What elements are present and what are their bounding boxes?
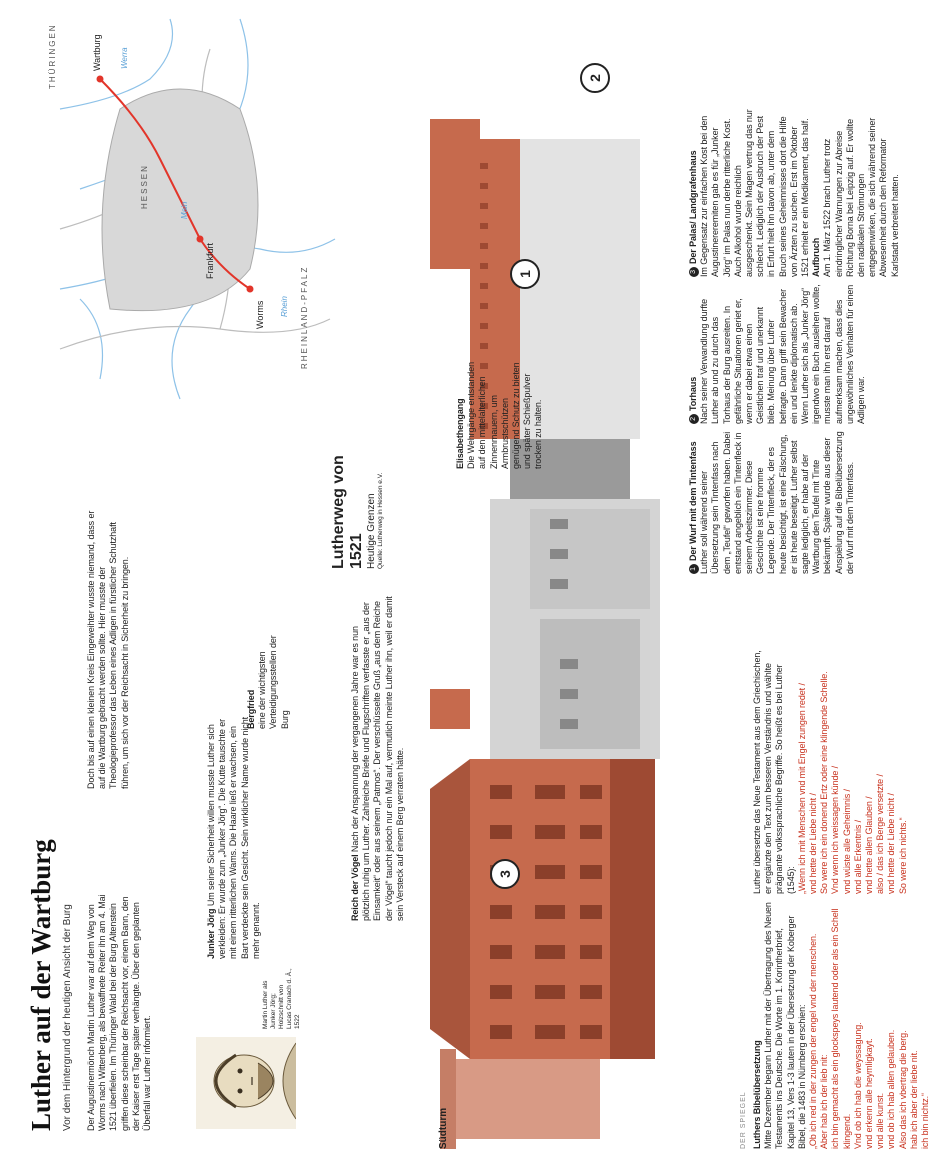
frankfurt-dot (197, 236, 204, 243)
map-subtitle: Heutige Grenzen (366, 493, 377, 569)
bibel-quote-8: hab ich aber der liebe nit. (908, 1050, 919, 1149)
palas-building (430, 759, 655, 1059)
river-rhein: Rhein (280, 296, 289, 317)
wartburg-dot (97, 76, 104, 83)
torhaus-badge: 2 (580, 63, 610, 93)
palas-num: 3 (689, 267, 699, 277)
page-subtitle: Vor dem Hintergrund der heutigen Ansicht der Burg (62, 904, 73, 1131)
wurf-label: Der Wurf mit dem Tintenfass (688, 441, 698, 561)
credit: DER SPIEGEL (740, 1091, 747, 1149)
river-main: Main (180, 201, 189, 219)
suedturm-building (450, 1059, 600, 1139)
portrait-caption: Martin Luther als Junker Jörg; Holzschnitt von Lucas Cranach d. Ä., 1522 (262, 968, 301, 1029)
luther-quote-1: vnd hette der Liebe nicht / (808, 793, 819, 894)
elisabeth-section (455, 359, 545, 469)
luther-quote-3: Vnd wenn ich weissagen künde / (830, 765, 841, 894)
palas-section (688, 109, 901, 277)
wurf-num: 1 (689, 564, 699, 574)
vogel-section (350, 596, 406, 921)
luther-trans-text: Luther übersetzte das Neue Testament aus dem Griechischen, er ergänzte den Text zum besseren Verständnis und wählte prägnante volkssprachliche Begriffe. So heißt es bei Luther (1545): (752, 650, 796, 894)
state-rheinland-pfalz: RHEINLAND-PFALZ (300, 265, 309, 369)
intro-text-2: Doch bis auf einen kleinen Kreis Eingeweihter wusste niemand, dass er auf die Wartburg gebracht werden sollte. Hier musste der Theologieprofessor das Leben eines Adligen in fürstlicher Schutzhaft führen, um sich vor der Reichsacht in Sicherheit zu bringen. (86, 510, 130, 789)
aufbruch-text: Am 1. März 1522 brach Luther trotz eindringlicher Warnungen zur Abreise Richtung Borna bei Leipzig auf. Er wollte den radikalen Strömungen entgegenwirken, die sich während seiner Abwesenheit durch den Reformator Karlstadt verbreitet hatten. (822, 117, 900, 277)
bibel-quote-2: ich bin gemacht als ein glockspeys lautend oder als ein Schell klingend. (830, 908, 852, 1149)
route-map (40, 9, 340, 409)
bergfried-title: Bergfried (246, 689, 256, 729)
aufbruch-label: Aufbruch (811, 237, 822, 277)
luther-quote-0: „Wenn ich mit Menschen vnd mit Engel zungen redet / (796, 683, 807, 894)
vogel-label: Reich der Vögel (350, 854, 360, 921)
tintenfass-badge: 1 (510, 259, 540, 289)
city-wartburg: Wartburg (92, 34, 102, 71)
luther-quote-6: vnd hette allen Glauben / (864, 796, 875, 894)
wurf-section (688, 429, 856, 574)
torhaus-building (430, 0, 480, 269)
grey-buildings (490, 439, 660, 759)
elisabeth-text: Die Wehrgänge entstanden auf den mittelalterlichen Zinnenmauern, um Armbrustschützen genügend Schutz zu bieten und später Schießpulver trocken zu halten. (466, 361, 544, 469)
wurf-text: Luther soll während seiner Übersetzung sein Tintenfass nach dem „Teufel“ geworfen haben. Dabei entstand angeblich ein Tintenfleck in seinem Arbeitszimmer. Diese Geschichte ist eine fromme Legende. Der Tintenfleck, der es heute besichtigt, ist eine Fälschung, er ist heute beseitigt. Luther selbst sagte lediglich, er habe auf der Wartburg den Teufel mit Tinte bekämpft. Später wurde aus dieser Anspielung auf die Bibelübersetzung der Wurf mit dem Tintenfass. (699, 431, 855, 574)
bergfried-section (246, 634, 291, 729)
junker-label: Junker Jörg (206, 908, 216, 959)
bibel-quote-0: „Ob ich red in der zungen der engel vnd der menschen. (808, 933, 819, 1149)
city-frankfurt: Frankfurt (205, 242, 215, 279)
vogel-text: Nach der Anspannung der vergangenen Jahre war es nun plötzlich ruhig um Luther. Zahlreiche Briefe und Flugschriften verfasste er „aus der Einsamkeit“ oder aus seinem „Patmos“. Der verschlüsselte Gruß „aus dem Reiche der Vögel“ taucht jedoch nur ein Mal auf, vermutlich meinte Luther ihn, weil er damit sein Versteck auf einem Berg verraten hätte. (350, 596, 405, 921)
map-source: Quelle: Lutherweg in Hessen e.V. (377, 472, 384, 569)
bibel-quote-3: Vnd ob ich hab die weyssagung. (852, 1022, 863, 1149)
torhaus-num: 2 (689, 414, 699, 424)
bibel-text: Mitte Dezember begann Luther mit der Übertragung des Neuen Testaments ins Deutsche. Die Worte im 1. Korintherbrief, Kapitel 13, Vers 1-3 lauten in der Übersetzung der Koberger Bibel, die 1483 in Nürnberg erschien: (763, 902, 807, 1149)
bergfried-text: eine der wichtigsten Verteidigungsstellen der Burg (257, 635, 290, 729)
palas-badge: 3 (490, 859, 520, 889)
bibel-quote-9: ich bin nichtz.“ (920, 1093, 931, 1149)
luther-portrait (196, 1037, 296, 1129)
palas-text: Im Gegensatz zur einfachen Kost bei den Augustinereremiten gab es für „Junker Jörg“ im Palas nun derbe ritterliche Kost. Auch Alkohol wurde reichlich ausgeschenkt. Sein Magen vertrug das nur schlecht. Lediglich der Ausbruch der Pest in Erfurt hielt ihn davon ab, unter dem Bruch seines Geheimnisses dort die Hilfe von Ärzten zu suchen. Erst im Oktober 1521 erhielt er ein Medikament, das half. (699, 109, 811, 277)
luther-quote-4: vnd wüste alle Geheimnis / (841, 789, 852, 894)
map-title: Lutherweg von 1521 (330, 455, 365, 569)
junker-section (206, 709, 262, 959)
worms-dot (247, 286, 254, 293)
luther-quote-8: vnd hette der Liebe nicht / (886, 793, 897, 894)
bibel-quote-6: vnd ob ich hab allen gelauben. (886, 1029, 897, 1149)
bibel-quote-4: vnd erkenn alle heymligkayt. (864, 1038, 875, 1149)
junker-text: Um seiner Sicherheit willen musste Luther sich verkleiden: Er wurde zum „Junker Jörg“. Die Kutte tauschte er mit einem ritterlichen Wams. Die Haare ließ er wachsen, ein Bart verdeckte sein Gesicht. Sein wirklicher Name wurde nicht mehr genannt. (206, 717, 261, 959)
luther-quote-7: also / das ich Berge versetzte / (875, 774, 886, 894)
suedturm-label: Südturm (438, 1107, 449, 1149)
torhaus-section (688, 284, 867, 424)
intro-text-1: Der Augustinermönch Martin Luther war auf dem Weg von Worms nach Wittenberg, als bewaffnete Reiter ihn am 4. Mai 1521 überfielen. Im Thüringer Wald bei der Burg Altenstein griffen diese scheinbar der Reichsacht vor, einem Bann, den der Kaiser erst Tage später verhängte. Über den geplanten Überfall war Luther informiert. (86, 894, 153, 1131)
state-thueringen: THÜRINGEN (48, 23, 57, 89)
bibel-section (752, 899, 931, 1149)
city-worms: Worms (255, 300, 265, 329)
bibel-quote-1: Aber hab ich der lieb nit: (819, 1054, 830, 1149)
state-hessen: HESSEN (140, 164, 149, 209)
bibel-quote-7: Also das ich vbertrag die berg. (897, 1030, 908, 1149)
bibel-quote-5: vnd alle kunst. (875, 1092, 886, 1149)
luther-quote-2: So were ich ein donend Ertz oder eine klingende Schelle. (819, 671, 830, 894)
luther-quote-9: So were ich nichts.“ (897, 817, 908, 894)
luther-quote-5: vnd alle Erkentnis / (852, 819, 863, 894)
luther-trans-section (752, 644, 909, 894)
page-title: Luther auf der Wartburg (26, 839, 56, 1131)
torhaus-text: Nach seiner Verwandlung durfte Luther ab und zu durch das Torhaus der Burg ausreiten. In gefährliche Situationen geriet er, wenn er dabei etwa einen Geistlichen traf und unerkannt blieb. Meinung über Luther befragte. Dann griff sein Bewacher ein und lenkte diplomatisch ab. Wenn Luther sich als „Junker Jörg“ irgendwo ein Buch ausleihen wollte, musste man ihn erst darauf aufmerksam machen, dass dies ungewöhnliches Verhalten für einen Adligen war. (699, 284, 867, 424)
bergfried-tower (430, 683, 470, 735)
map-title-block (330, 419, 385, 569)
palas-label: Der Palas/ Landgrafenhaus (688, 150, 698, 264)
torhaus-label: Torhaus (688, 376, 698, 411)
elisabeth-label: Elisabethengang (455, 398, 465, 469)
river-werra: Werra (120, 47, 129, 69)
bibel-label: Luthers Bibelübersetzung (752, 1040, 762, 1149)
